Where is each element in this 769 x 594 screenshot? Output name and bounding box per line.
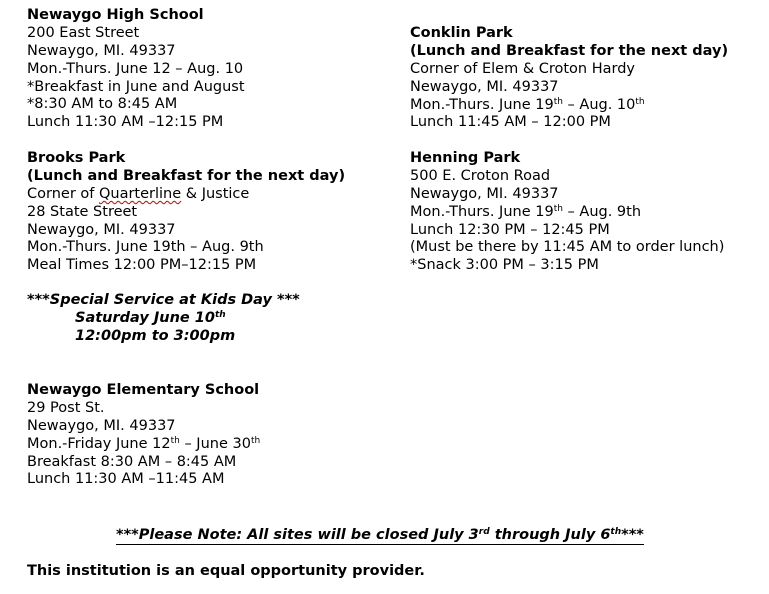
site-lunch: Lunch 11:30 AM –12:15 PM [27, 114, 224, 131]
site-address: 200 East Street [27, 24, 140, 41]
site-city: Newaygo, MI. 49337 [410, 78, 559, 95]
site-name: Conklin Park [410, 25, 513, 41]
site-address: 29 Post St. [27, 399, 105, 416]
site-days: Mon.-Thurs. June 19th – Aug. 10th [410, 96, 645, 113]
special-service [27, 292, 300, 346]
site-days: Mon.-Friday June 12th – June 30th [27, 435, 261, 452]
site-breakfast: *8:30 AM to 8:45 AM [27, 96, 178, 113]
site-conklin-park [410, 25, 728, 132]
site-corner: Corner of Quarterline & Justice [27, 185, 250, 202]
site-days: Mon.-Thurs. June 19th – Aug. 9th [27, 239, 264, 256]
site-must: (Must be there by 11:45 AM to order lunch) [410, 239, 725, 256]
site-days: Mon.-Thurs. June 19th – Aug. 9th [410, 203, 642, 220]
site-name: Newaygo Elementary School [27, 382, 260, 398]
site-elementary [27, 382, 260, 489]
site-snack: *Snack 3:00 PM – 3:15 PM [410, 257, 599, 274]
site-subtitle: (Lunch and Breakfast for the next day) [27, 167, 346, 184]
site-city: Newaygo, MI. 49337 [27, 42, 176, 59]
site-subtitle: (Lunch and Breakfast for the next day) [410, 42, 729, 59]
site-note: *Breakfast in June and August [27, 78, 245, 95]
site-lunch: Lunch 11:30 AM –11:45 AM [27, 471, 225, 488]
site-breakfast: Breakfast 8:30 AM – 8:45 AM [27, 453, 237, 470]
site-brooks-park [27, 150, 345, 275]
site-henning-park [410, 150, 724, 275]
special-time: 12:00pm to 3:00pm [75, 327, 236, 344]
site-name: Brooks Park [27, 150, 126, 166]
site-city: Newaygo, MI. 49337 [27, 417, 176, 434]
closure-note-text: ***Please Note: All sites will be closed July 3rd through July 6th*** [116, 527, 644, 543]
special-title: ***Special Service at Kids Day *** [27, 292, 300, 308]
equal-opportunity-statement: This institution is an equal opportunity provider. [27, 563, 425, 579]
site-days: Mon.-Thurs. June 12 – Aug. 10 [27, 60, 244, 77]
site-city: Newaygo, MI. 49337 [410, 185, 559, 202]
site-name: Newaygo High School [27, 7, 204, 23]
spellcheck-word: Quarterline [98, 185, 182, 202]
site-lunch: Lunch 12:30 PM – 12:45 PM [410, 221, 610, 238]
site-name: Henning Park [410, 150, 521, 166]
site-corner: Corner of Elem & Croton Hardy [410, 60, 636, 77]
site-meal: Meal Times 12:00 PM–12:15 PM [27, 257, 257, 274]
site-city: Newaygo, MI. 49337 [27, 221, 176, 238]
site-address: 500 E. Croton Road [410, 167, 551, 184]
site-address: 28 State Street [27, 203, 138, 220]
site-lunch: Lunch 11:45 AM – 12:00 PM [410, 114, 611, 131]
special-date: Saturday June 10th [75, 309, 226, 326]
site-high-school [27, 7, 245, 132]
